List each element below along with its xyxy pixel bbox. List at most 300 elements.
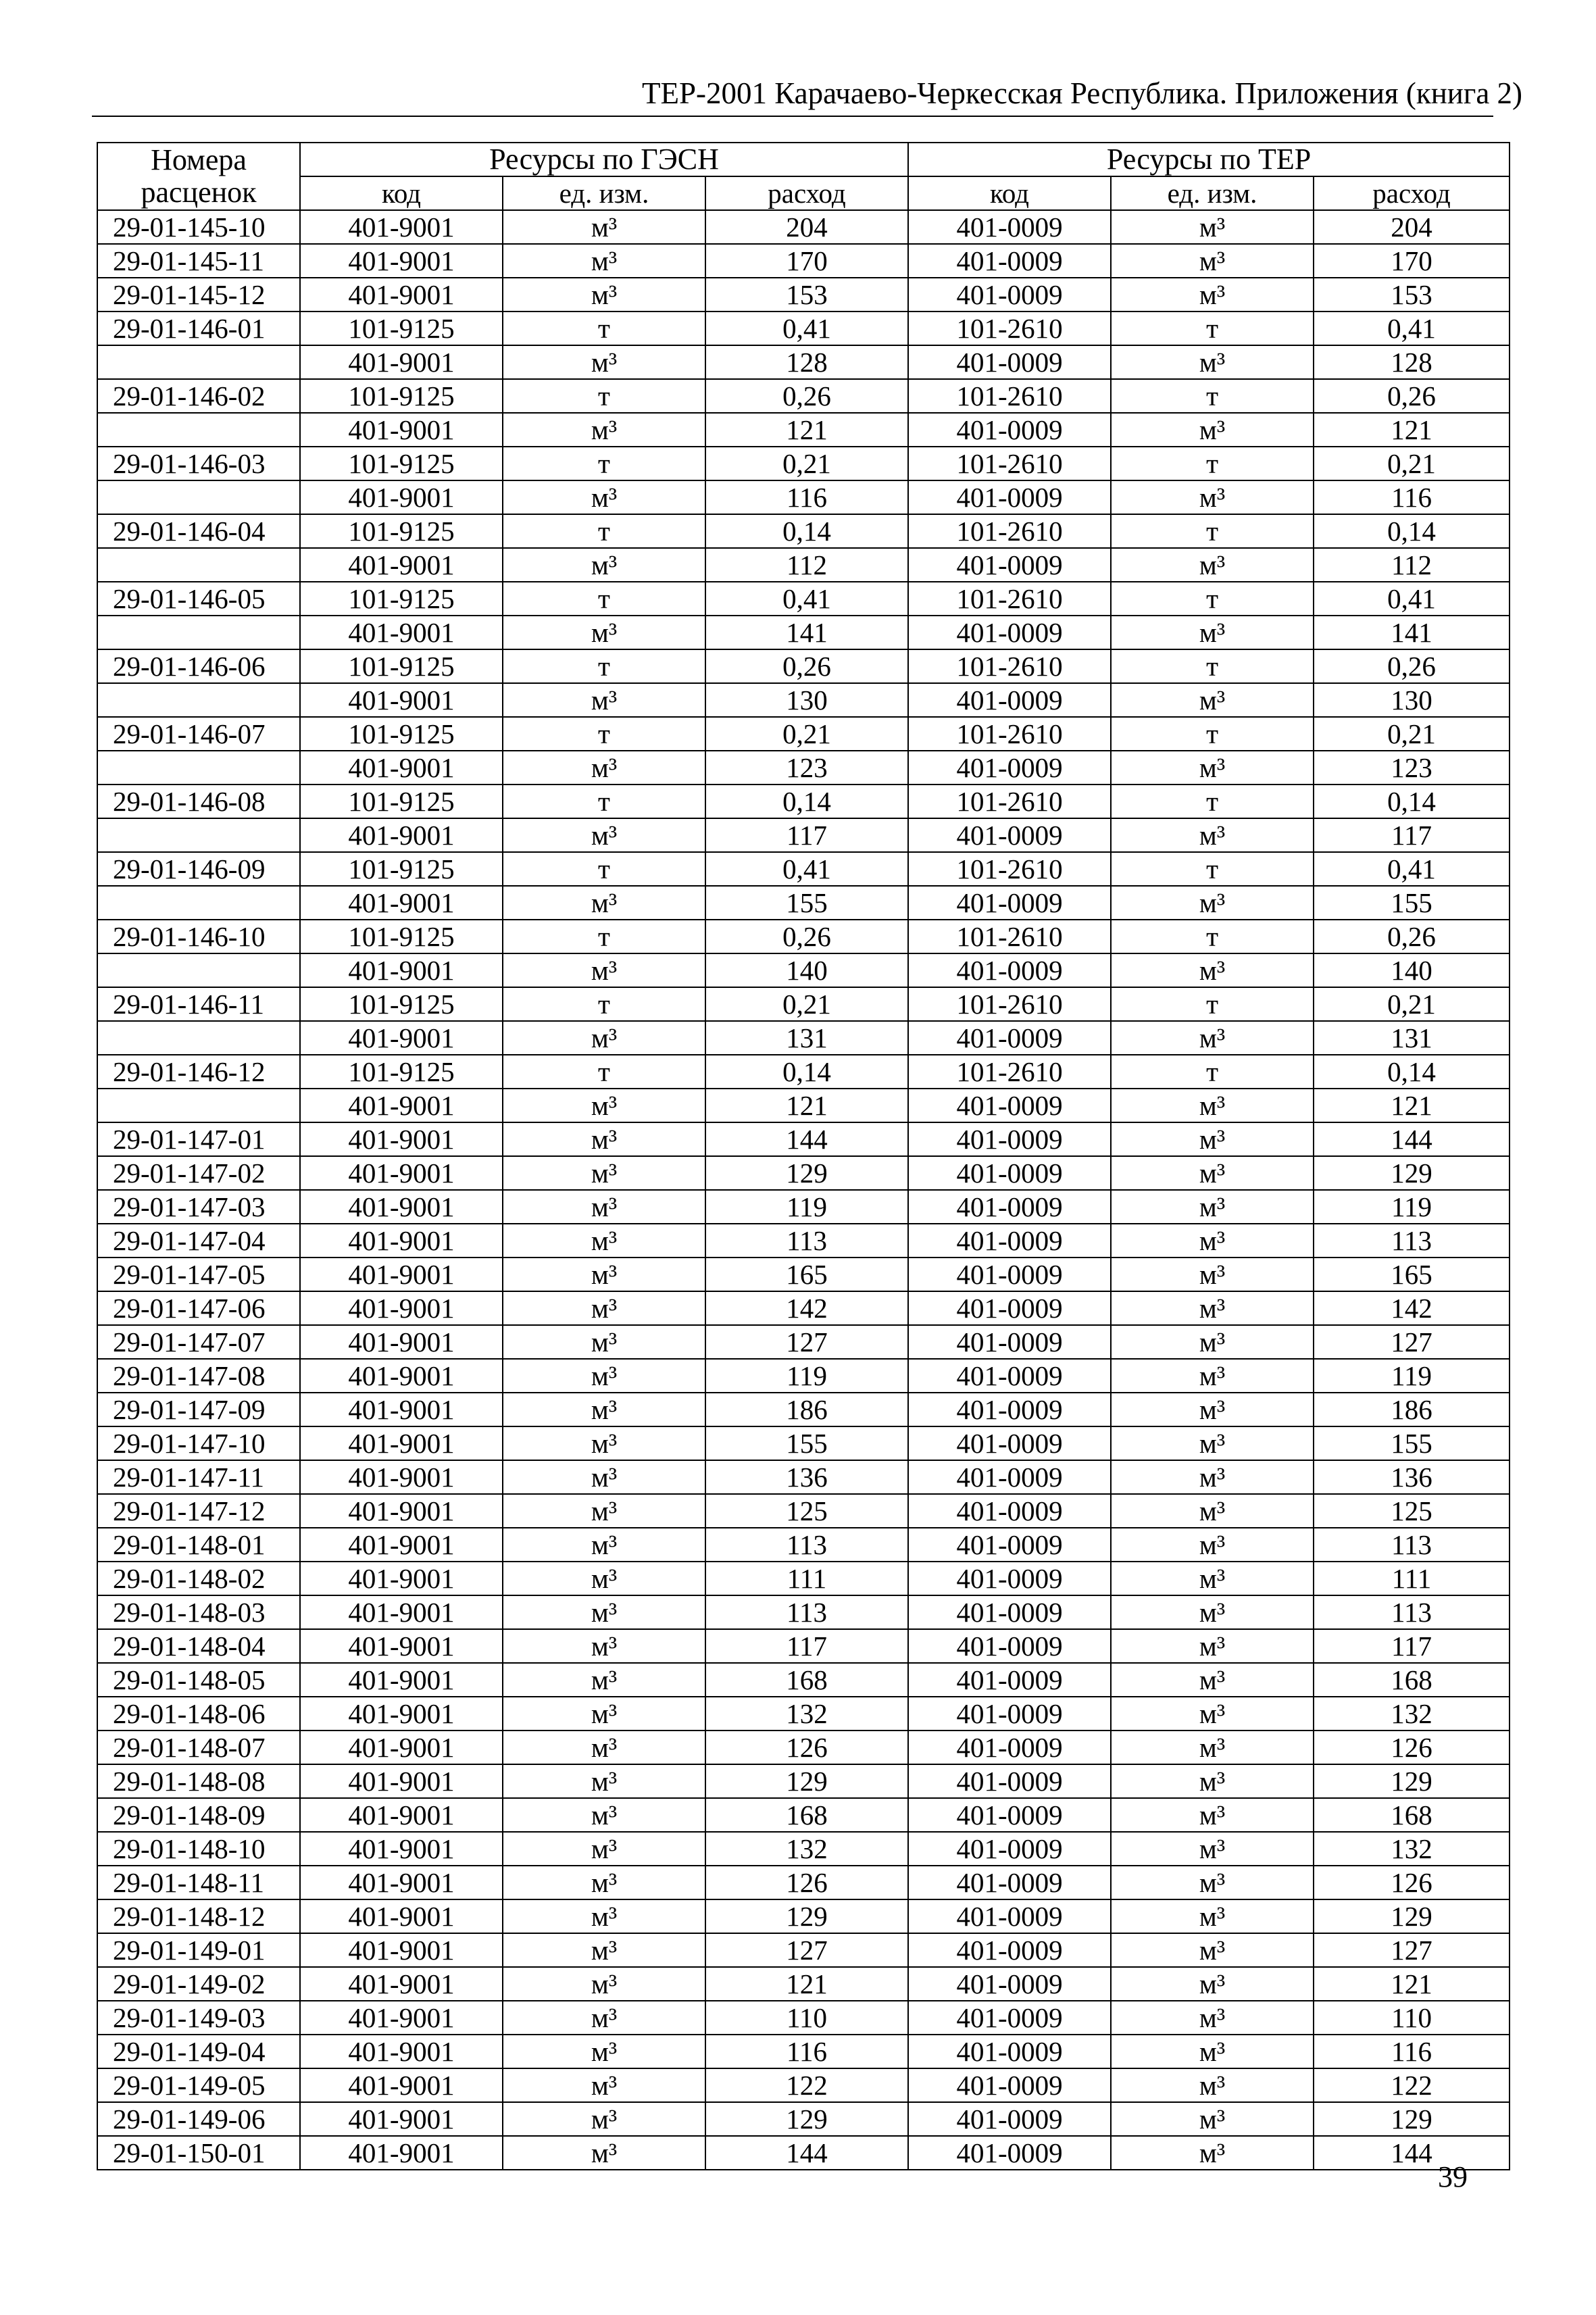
gesn-unit-cell: т (503, 1055, 705, 1089)
col-header-ter-code: код (908, 176, 1111, 210)
table-row (97, 886, 1510, 920)
resource-table (97, 142, 1510, 2170)
gesn-qty-cell: 110 (705, 2001, 908, 2035)
ter-code-cell: 401-0009 (908, 2068, 1111, 2102)
ter-code-cell: 401-0009 (908, 1663, 1111, 1697)
gesn-code-cell: 101-9125 (300, 785, 503, 818)
ter-qty-cell: 132 (1314, 1697, 1510, 1731)
ter-qty-cell: 155 (1314, 886, 1510, 920)
rate-cell (97, 683, 300, 717)
gesn-qty-cell: 0,26 (705, 920, 908, 953)
ter-qty-cell: 117 (1314, 818, 1510, 852)
gesn-unit-cell: т (503, 920, 705, 953)
table-row (97, 480, 1510, 514)
rate-cell (97, 616, 300, 649)
table-row (97, 1528, 1510, 1562)
gesn-qty-cell: 153 (705, 278, 908, 312)
gesn-unit-cell: м³ (503, 1528, 705, 1562)
table-row (97, 920, 1510, 953)
ter-unit-cell: т (1111, 514, 1314, 548)
gesn-code-cell: 401-9001 (300, 683, 503, 717)
gesn-qty-cell: 0,21 (705, 987, 908, 1021)
ter-code-cell: 401-0009 (908, 953, 1111, 987)
table-row (97, 818, 1510, 852)
col-header-gesn-unit: ед. изм. (503, 176, 705, 210)
ter-code-cell: 401-0009 (908, 548, 1111, 582)
gesn-code-cell: 401-9001 (300, 1832, 503, 1866)
ter-unit-cell: м³ (1111, 2068, 1314, 2102)
ter-unit-cell: м³ (1111, 1764, 1314, 1798)
gesn-code-cell: 401-9001 (300, 345, 503, 379)
ter-code-cell: 401-0009 (908, 1393, 1111, 1426)
rate-cell: 29-01-149-01 (97, 1933, 300, 1967)
ter-code-cell: 401-0009 (908, 1426, 1111, 1460)
col-header-gesn-code: код (300, 176, 503, 210)
ter-unit-cell: м³ (1111, 2102, 1314, 2136)
rate-cell: 29-01-146-01 (97, 312, 300, 345)
gesn-qty-cell: 122 (705, 2068, 908, 2102)
rate-cell: 29-01-147-10 (97, 1426, 300, 1460)
gesn-code-cell: 401-9001 (300, 1359, 503, 1393)
gesn-unit-cell: м³ (503, 1663, 705, 1697)
gesn-qty-cell: 0,14 (705, 1055, 908, 1089)
ter-unit-cell: м³ (1111, 616, 1314, 649)
ter-code-cell: 401-0009 (908, 1595, 1111, 1629)
table-row (97, 717, 1510, 751)
ter-unit-cell: т (1111, 312, 1314, 345)
table-row (97, 683, 1510, 717)
gesn-qty-cell: 0,41 (705, 312, 908, 345)
gesn-code-cell: 401-9001 (300, 1393, 503, 1426)
gesn-qty-cell: 116 (705, 2035, 908, 2068)
gesn-qty-cell: 0,41 (705, 852, 908, 886)
table-row (97, 1156, 1510, 1190)
gesn-qty-cell: 132 (705, 1697, 908, 1731)
ter-qty-cell: 128 (1314, 345, 1510, 379)
ter-code-cell: 101-2610 (908, 649, 1111, 683)
ter-unit-cell: м³ (1111, 278, 1314, 312)
ter-qty-cell: 144 (1314, 1122, 1510, 1156)
gesn-qty-cell: 119 (705, 1359, 908, 1393)
ter-code-cell: 401-0009 (908, 1731, 1111, 1764)
table-row (97, 514, 1510, 548)
rate-cell: 29-01-147-09 (97, 1393, 300, 1426)
ter-qty-cell: 122 (1314, 2068, 1510, 2102)
ter-qty-cell: 131 (1314, 1021, 1510, 1055)
gesn-code-cell: 401-9001 (300, 953, 503, 987)
ter-unit-cell: м³ (1111, 1832, 1314, 1866)
ter-qty-cell: 129 (1314, 1156, 1510, 1190)
gesn-qty-cell: 142 (705, 1291, 908, 1325)
ter-code-cell: 101-2610 (908, 1055, 1111, 1089)
gesn-code-cell: 401-9001 (300, 1021, 503, 1055)
gesn-code-cell: 101-9125 (300, 649, 503, 683)
ter-code-cell: 401-0009 (908, 1494, 1111, 1528)
gesn-code-cell: 401-9001 (300, 1122, 503, 1156)
ter-code-cell: 401-0009 (908, 2102, 1111, 2136)
header-row-groups (97, 143, 1510, 176)
gesn-unit-cell: м³ (503, 751, 705, 785)
rate-cell: 29-01-149-05 (97, 2068, 300, 2102)
rate-cell: 29-01-146-08 (97, 785, 300, 818)
ter-code-cell: 401-0009 (908, 1933, 1111, 1967)
gesn-code-cell: 101-9125 (300, 447, 503, 480)
ter-unit-cell: т (1111, 852, 1314, 886)
table-row (97, 2102, 1510, 2136)
gesn-code-cell: 401-9001 (300, 413, 503, 447)
gesn-unit-cell: м³ (503, 1224, 705, 1258)
rate-cell: 29-01-145-10 (97, 210, 300, 244)
gesn-code-cell: 101-9125 (300, 717, 503, 751)
ter-qty-cell: 0,41 (1314, 312, 1510, 345)
gesn-unit-cell: м³ (503, 1393, 705, 1426)
gesn-unit-cell: м³ (503, 2001, 705, 2035)
ter-qty-cell: 125 (1314, 1494, 1510, 1528)
gesn-qty-cell: 129 (705, 1156, 908, 1190)
ter-qty-cell: 136 (1314, 1460, 1510, 1494)
gesn-unit-cell: м³ (503, 1291, 705, 1325)
rate-cell: 29-01-148-10 (97, 1832, 300, 1866)
ter-code-cell: 401-0009 (908, 1832, 1111, 1866)
gesn-unit-cell: м³ (503, 1460, 705, 1494)
ter-code-cell: 401-0009 (908, 683, 1111, 717)
ter-code-cell: 401-0009 (908, 1899, 1111, 1933)
gesn-code-cell: 401-9001 (300, 751, 503, 785)
ter-unit-cell: м³ (1111, 1595, 1314, 1629)
gesn-code-cell: 401-9001 (300, 1426, 503, 1460)
table-row (97, 1325, 1510, 1359)
table-row (97, 2136, 1510, 2170)
gesn-unit-cell: м³ (503, 1190, 705, 1224)
gesn-qty-cell: 112 (705, 548, 908, 582)
gesn-unit-cell: м³ (503, 210, 705, 244)
gesn-code-cell: 401-9001 (300, 1798, 503, 1832)
ter-code-cell: 101-2610 (908, 785, 1111, 818)
ter-qty-cell: 0,26 (1314, 649, 1510, 683)
ter-unit-cell: т (1111, 1055, 1314, 1089)
ter-code-cell: 401-0009 (908, 1122, 1111, 1156)
ter-code-cell: 101-2610 (908, 987, 1111, 1021)
ter-unit-cell: м³ (1111, 1393, 1314, 1426)
gesn-code-cell: 401-9001 (300, 244, 503, 278)
rate-cell: 29-01-148-08 (97, 1764, 300, 1798)
ter-code-cell: 401-0009 (908, 1156, 1111, 1190)
ter-code-cell: 401-0009 (908, 1528, 1111, 1562)
ter-code-cell: 401-0009 (908, 1325, 1111, 1359)
ter-unit-cell: т (1111, 379, 1314, 413)
ter-unit-cell: т (1111, 582, 1314, 616)
gesn-code-cell: 401-9001 (300, 278, 503, 312)
ter-qty-cell: 113 (1314, 1595, 1510, 1629)
ter-code-cell: 401-0009 (908, 818, 1111, 852)
table-row (97, 1359, 1510, 1393)
gesn-qty-cell: 165 (705, 1258, 908, 1291)
gesn-code-cell: 101-9125 (300, 1055, 503, 1089)
table-row (97, 1291, 1510, 1325)
gesn-unit-cell: м³ (503, 1562, 705, 1595)
ter-qty-cell: 0,21 (1314, 447, 1510, 480)
ter-code-cell: 101-2610 (908, 312, 1111, 345)
gesn-unit-cell: м³ (503, 1021, 705, 1055)
gesn-unit-cell: м³ (503, 278, 705, 312)
gesn-code-cell: 401-9001 (300, 1933, 503, 1967)
gesn-qty-cell: 131 (705, 1021, 908, 1055)
gesn-unit-cell: м³ (503, 1359, 705, 1393)
rate-cell: 29-01-148-09 (97, 1798, 300, 1832)
gesn-code-cell: 401-9001 (300, 210, 503, 244)
table-row (97, 1764, 1510, 1798)
rate-cell: 29-01-147-03 (97, 1190, 300, 1224)
table-row (97, 1663, 1510, 1697)
gesn-code-cell: 101-9125 (300, 582, 503, 616)
table-row (97, 616, 1510, 649)
gesn-code-cell: 401-9001 (300, 2068, 503, 2102)
ter-code-cell: 101-2610 (908, 582, 1111, 616)
gesn-code-cell: 401-9001 (300, 2035, 503, 2068)
ter-qty-cell: 186 (1314, 1393, 1510, 1426)
rate-cell: 29-01-146-07 (97, 717, 300, 751)
gesn-unit-cell: м³ (503, 1595, 705, 1629)
rate-cell: 29-01-148-12 (97, 1899, 300, 1933)
ter-unit-cell: м³ (1111, 886, 1314, 920)
table-row (97, 379, 1510, 413)
gesn-qty-cell: 186 (705, 1393, 908, 1426)
ter-code-cell: 401-0009 (908, 2001, 1111, 2035)
gesn-unit-cell: т (503, 582, 705, 616)
gesn-qty-cell: 121 (705, 1967, 908, 2001)
rate-cell: 29-01-146-12 (97, 1055, 300, 1089)
ter-code-cell: 401-0009 (908, 413, 1111, 447)
ter-code-cell: 401-0009 (908, 1460, 1111, 1494)
ter-qty-cell: 140 (1314, 953, 1510, 987)
group-header-ter: Ресурсы по ТЕР (908, 143, 1510, 176)
ter-qty-cell: 119 (1314, 1190, 1510, 1224)
ter-qty-cell: 141 (1314, 616, 1510, 649)
gesn-code-cell: 401-9001 (300, 1190, 503, 1224)
rate-cell (97, 818, 300, 852)
table-row (97, 1122, 1510, 1156)
ter-unit-cell: м³ (1111, 413, 1314, 447)
rate-cell: 29-01-147-08 (97, 1359, 300, 1393)
table-row (97, 1224, 1510, 1258)
header-rule (92, 116, 1493, 117)
gesn-unit-cell: т (503, 785, 705, 818)
ter-qty-cell: 121 (1314, 413, 1510, 447)
gesn-unit-cell: м³ (503, 1089, 705, 1122)
gesn-unit-cell: м³ (503, 616, 705, 649)
gesn-code-cell: 401-9001 (300, 1697, 503, 1731)
rate-cell: 29-01-148-04 (97, 1629, 300, 1663)
gesn-qty-cell: 155 (705, 1426, 908, 1460)
ter-qty-cell: 0,14 (1314, 514, 1510, 548)
ter-unit-cell: м³ (1111, 1731, 1314, 1764)
gesn-unit-cell: м³ (503, 1258, 705, 1291)
rate-cell (97, 1021, 300, 1055)
ter-qty-cell: 127 (1314, 1933, 1510, 1967)
gesn-code-cell: 401-9001 (300, 1764, 503, 1798)
ter-qty-cell: 142 (1314, 1291, 1510, 1325)
rate-cell: 29-01-146-09 (97, 852, 300, 886)
gesn-code-cell: 401-9001 (300, 1494, 503, 1528)
table-row (97, 1933, 1510, 1967)
gesn-unit-cell: т (503, 987, 705, 1021)
rate-cell: 29-01-146-06 (97, 649, 300, 683)
gesn-unit-cell: м³ (503, 1426, 705, 1460)
gesn-qty-cell: 140 (705, 953, 908, 987)
gesn-unit-cell: т (503, 717, 705, 751)
gesn-qty-cell: 144 (705, 1122, 908, 1156)
gesn-qty-cell: 0,14 (705, 514, 908, 548)
rate-cell: 29-01-146-11 (97, 987, 300, 1021)
ter-unit-cell: м³ (1111, 1224, 1314, 1258)
table-row (97, 312, 1510, 345)
gesn-code-cell: 401-9001 (300, 1528, 503, 1562)
ter-unit-cell: м³ (1111, 1629, 1314, 1663)
table-row (97, 1697, 1510, 1731)
gesn-code-cell: 401-9001 (300, 818, 503, 852)
ter-qty-cell: 116 (1314, 480, 1510, 514)
ter-code-cell: 401-0009 (908, 1089, 1111, 1122)
col-header-ter-qty: расход (1314, 176, 1510, 210)
ter-unit-cell: м³ (1111, 1190, 1314, 1224)
ter-unit-cell: т (1111, 717, 1314, 751)
ter-code-cell: 401-0009 (908, 1798, 1111, 1832)
gesn-qty-cell: 0,21 (705, 717, 908, 751)
ter-qty-cell: 112 (1314, 548, 1510, 582)
gesn-unit-cell: т (503, 514, 705, 548)
table-row (97, 244, 1510, 278)
table-row (97, 2035, 1510, 2068)
ter-unit-cell: м³ (1111, 480, 1314, 514)
gesn-unit-cell: т (503, 379, 705, 413)
table-row (97, 1258, 1510, 1291)
ter-qty-cell: 0,21 (1314, 987, 1510, 1021)
ter-unit-cell: т (1111, 649, 1314, 683)
gesn-code-cell: 401-9001 (300, 2001, 503, 2035)
gesn-code-cell: 101-9125 (300, 312, 503, 345)
rate-cell: 29-01-145-11 (97, 244, 300, 278)
gesn-qty-cell: 129 (705, 1764, 908, 1798)
ter-unit-cell: м³ (1111, 1494, 1314, 1528)
rate-cell: 29-01-147-02 (97, 1156, 300, 1190)
rate-cell (97, 480, 300, 514)
gesn-code-cell: 401-9001 (300, 1325, 503, 1359)
gesn-unit-cell: м³ (503, 1731, 705, 1764)
gesn-code-cell: 401-9001 (300, 1967, 503, 2001)
rate-cell (97, 886, 300, 920)
gesn-unit-cell: м³ (503, 683, 705, 717)
gesn-unit-cell: м³ (503, 886, 705, 920)
rate-cell: 29-01-146-10 (97, 920, 300, 953)
gesn-qty-cell: 126 (705, 1731, 908, 1764)
rate-cell: 29-01-148-03 (97, 1595, 300, 1629)
gesn-unit-cell: м³ (503, 2035, 705, 2068)
ter-unit-cell: м³ (1111, 1663, 1314, 1697)
rate-cell: 29-01-149-03 (97, 2001, 300, 2035)
ter-code-cell: 101-2610 (908, 379, 1111, 413)
gesn-qty-cell: 113 (705, 1528, 908, 1562)
gesn-qty-cell: 113 (705, 1224, 908, 1258)
rate-cell: 29-01-146-02 (97, 379, 300, 413)
rate-cell: 29-01-148-01 (97, 1528, 300, 1562)
ter-code-cell: 401-0009 (908, 1866, 1111, 1899)
ter-qty-cell: 130 (1314, 683, 1510, 717)
gesn-code-cell: 401-9001 (300, 2102, 503, 2136)
gesn-code-cell: 101-9125 (300, 987, 503, 1021)
ter-code-cell: 401-0009 (908, 1562, 1111, 1595)
col-header-rates: Номера расценок (97, 143, 300, 210)
gesn-code-cell: 101-9125 (300, 852, 503, 886)
ter-code-cell: 401-0009 (908, 1967, 1111, 2001)
table-row (97, 1426, 1510, 1460)
table-row (97, 1089, 1510, 1122)
table-row (97, 649, 1510, 683)
gesn-unit-cell: м³ (503, 1122, 705, 1156)
ter-code-cell: 401-0009 (908, 278, 1111, 312)
ter-qty-cell: 0,21 (1314, 717, 1510, 751)
ter-qty-cell: 110 (1314, 2001, 1510, 2035)
ter-code-cell: 401-0009 (908, 1224, 1111, 1258)
ter-qty-cell: 168 (1314, 1663, 1510, 1697)
gesn-unit-cell: м³ (503, 480, 705, 514)
table-row (97, 953, 1510, 987)
ter-qty-cell: 129 (1314, 1764, 1510, 1798)
table-row (97, 1190, 1510, 1224)
table-row (97, 1967, 1510, 2001)
table-row (97, 1595, 1510, 1629)
gesn-unit-cell: м³ (503, 818, 705, 852)
gesn-qty-cell: 113 (705, 1595, 908, 1629)
ter-qty-cell: 127 (1314, 1325, 1510, 1359)
ter-unit-cell: м³ (1111, 1122, 1314, 1156)
gesn-code-cell: 101-9125 (300, 379, 503, 413)
ter-unit-cell: м³ (1111, 1933, 1314, 1967)
rate-cell: 29-01-147-06 (97, 1291, 300, 1325)
table-row (97, 1562, 1510, 1595)
ter-code-cell: 401-0009 (908, 751, 1111, 785)
ter-unit-cell: м³ (1111, 1866, 1314, 1899)
table-row (97, 278, 1510, 312)
ter-qty-cell: 0,41 (1314, 582, 1510, 616)
ter-code-cell: 101-2610 (908, 514, 1111, 548)
gesn-qty-cell: 117 (705, 818, 908, 852)
ter-qty-cell: 119 (1314, 1359, 1510, 1393)
gesn-code-cell: 401-9001 (300, 886, 503, 920)
gesn-qty-cell: 144 (705, 2136, 908, 2170)
rate-cell: 29-01-148-06 (97, 1697, 300, 1731)
gesn-qty-cell: 129 (705, 1899, 908, 1933)
table-row (97, 2001, 1510, 2035)
ter-code-cell: 401-0009 (908, 1359, 1111, 1393)
ter-unit-cell: т (1111, 447, 1314, 480)
gesn-code-cell: 401-9001 (300, 1291, 503, 1325)
table-row (97, 1393, 1510, 1426)
gesn-qty-cell: 123 (705, 751, 908, 785)
gesn-code-cell: 401-9001 (300, 1224, 503, 1258)
gesn-qty-cell: 170 (705, 244, 908, 278)
gesn-code-cell: 401-9001 (300, 1460, 503, 1494)
gesn-unit-cell: м³ (503, 548, 705, 582)
table-row (97, 345, 1510, 379)
gesn-qty-cell: 121 (705, 413, 908, 447)
gesn-qty-cell: 125 (705, 1494, 908, 1528)
rate-cell: 29-01-147-01 (97, 1122, 300, 1156)
gesn-code-cell: 401-9001 (300, 1866, 503, 1899)
gesn-qty-cell: 126 (705, 1866, 908, 1899)
ter-unit-cell: м³ (1111, 1291, 1314, 1325)
gesn-unit-cell: м³ (503, 1494, 705, 1528)
rate-cell: 29-01-146-04 (97, 514, 300, 548)
